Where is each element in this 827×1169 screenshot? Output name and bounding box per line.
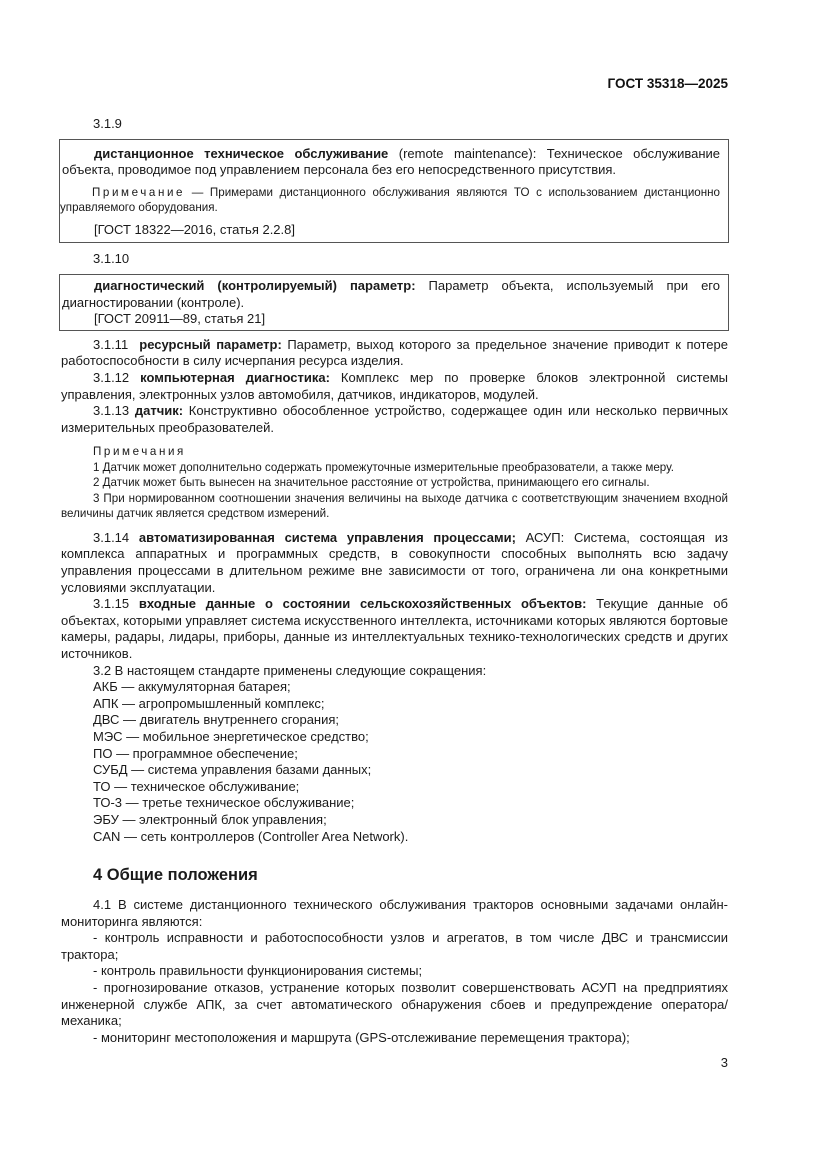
note-3-1-9: Примечание — Примерами дистанционного обслуживания являются ТО с использованием дистанционно управляемого оборудования. <box>60 185 720 215</box>
definition-3-1-11: 3.1.11 ресурсный параметр: Параметр, выход которого за предельное значение приводит к потере работоспособности в силу исчерпания ресурса изделия. <box>61 336 728 369</box>
abbreviation-item: ЭБУ — электронный блок управления; <box>93 811 327 827</box>
task-list-item: - прогнозирование отказов, устранение которых позволит совершенствовать АСУП на предприятиях инженерной службе АПК, за счет автоматического обнаружения сбоев и предупреждение оператора/механика; <box>61 980 728 1029</box>
note-label: Примечание <box>92 185 186 199</box>
abbreviation-item: МЭС — мобильное энергетическое средство; <box>93 728 369 744</box>
abbreviation-item: АПК — агропромышленный комплекс; <box>93 695 325 711</box>
abbreviation-item: CAN — сеть контроллеров (Controller Area Network). <box>93 828 409 844</box>
notes-label-3-1-13: Примечания <box>93 445 186 459</box>
definition-box-3-1-10 <box>59 274 729 331</box>
term-3-1-11: ресурсный параметр: <box>139 336 282 352</box>
term-3-1-15: входные данные о состоянии сельскохозяйственных объектов: <box>138 596 587 612</box>
abbreviation-item: АКБ — аккумуляторная батарея; <box>93 679 291 695</box>
term-3-1-14: автоматизированная система управления процессами; <box>138 529 516 545</box>
note-item: 1 Датчик может дополнительно содержать промежуточные измерительные преобразователи, а также меру. <box>93 460 674 474</box>
section-4-1-intro: 4.1 В системе дистанционного технического обслуживания тракторов основными задачами онлайн-мониторинга являются: <box>61 897 728 929</box>
task-list-item: - контроль исправности и работоспособности узлов и агрегатов, в том числе ДВС и трансмиссии трактора; <box>61 930 728 962</box>
definition-3-1-10: диагностический (контролируемый) параметр: Параметр объекта, используемый при его диагностировании (контроле). <box>62 277 720 310</box>
source-3-1-10: [ГОСТ 20911—89, статья 21] <box>94 311 266 327</box>
page-number: 3 <box>720 1055 728 1070</box>
page-content <box>61 116 728 1046</box>
definition-3-1-14: 3.1.14 автоматизированная система управления процессами; АСУП: Система, состоящая из комплекса аппаратных и программных средств, в совокупности способных выполнять всю задачу управления процессами в длительном режиме вне зависимости от того, ограничена ли она конкретными условиями эксплуатации. <box>61 529 728 595</box>
term-3-1-13: датчик: <box>134 403 184 419</box>
term-number-3-1-10: 3.1.10 <box>93 251 130 267</box>
definition-3-1-15: 3.1.15 входные данные о состоянии сельскохозяйственных объектов: Текущие данные об объектах, которыми управляет система искусственного интеллекта, источниками которых являются бортовые камеры, радары, лидары, приборы, данные из интеллектуальных технико-технологических средств и других источников. <box>61 596 728 661</box>
note-item: 2 Датчик может быть вынесен на значительное расстояние от устройства, принимающего его сигналы. <box>93 476 650 490</box>
task-list-item: - мониторинг местоположения и маршрута (GPS-отслеживание перемещения трактора); <box>93 1029 630 1045</box>
term-3-1-10: диагностический (контролируемый) параметр: <box>94 277 416 293</box>
definition-3-1-12: 3.1.12 компьютерная диагностика: Комплекс мер по проверке блоков электронной системы управления, электронных узлов автомобиля, датчиков, индикаторов, модулей. <box>61 369 728 402</box>
abbreviation-item: СУБД — система управления базами данных; <box>93 762 372 778</box>
definition-3-1-9: дистанционное техническое обслуживание (remote maintenance): Техническое обслуживание объекта, проводимое под управлением персонала без его непосредственного присутствия. <box>62 145 721 178</box>
term-3-1-12: компьютерная диагностика: <box>140 369 330 385</box>
note-item: 3 При нормированном соотношении значения величины на выходе датчика с соответствующим значением входной величины датчик является средством измерений. <box>61 491 728 521</box>
task-list-item: - контроль правильности функционирования системы; <box>93 963 423 979</box>
source-3-1-9: [ГОСТ 18322—2016, статья 2.2.8] <box>94 221 295 237</box>
term-3-1-9: дистанционное техническое обслуживание <box>94 145 389 161</box>
term-number-3-1-9: 3.1.9 <box>93 116 122 131</box>
abbreviation-item: ТО — техническое обслуживание; <box>93 778 300 794</box>
definition-3-1-13: 3.1.13 датчик: Конструктивно обособленное устройство, содержащее один или несколько первичных измерительных преобразователей. <box>61 403 728 435</box>
abbreviation-item: ДВС — двигатель внутреннего сгорания; <box>93 712 340 728</box>
abbreviation-item: ПО — программное обеспечение; <box>93 745 298 761</box>
abbreviation-item: ТО-3 — третье техническое обслуживание; <box>93 795 355 811</box>
definition-box-3-1-9 <box>59 139 729 244</box>
section-4-heading: 4 Общие положения <box>93 866 258 885</box>
abbreviations-intro: 3.2 В настоящем стандарте применены следующие сокращения: <box>93 662 487 678</box>
standard-code-header: ГОСТ 35318—2025 <box>607 76 728 91</box>
